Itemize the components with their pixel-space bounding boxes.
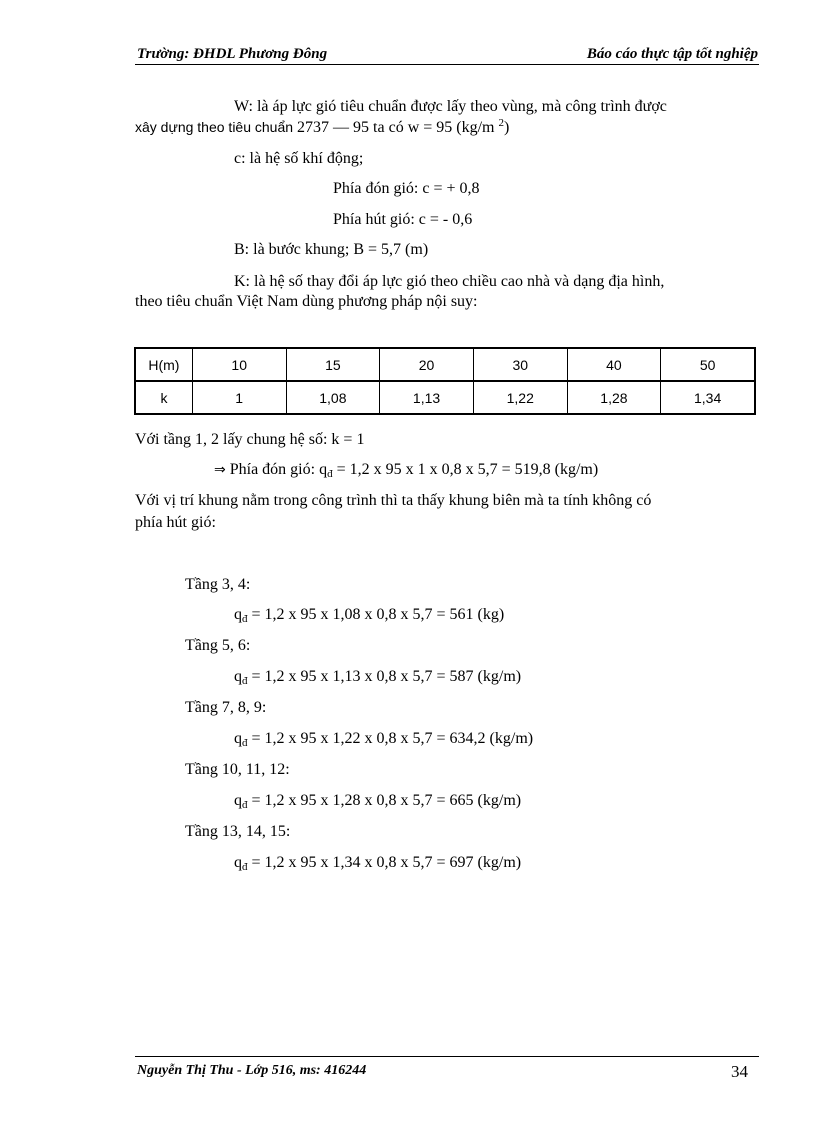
table-cell: H(m): [135, 348, 192, 381]
page-number: 34: [731, 1062, 748, 1081]
table-cell: 1,28: [567, 381, 661, 414]
q-subscript: đ: [242, 861, 248, 873]
floor-1-2-note: Với tầng 1, 2 lấy chung hệ số: k = 1: [135, 431, 365, 448]
w-definition-line1: W: là áp lực gió tiêu chuẩn được lấy theo vùng, mà công trình được: [234, 98, 667, 115]
b-definition: B: là bước khung; B = 5,7 (m): [234, 241, 429, 258]
header-school: Trường: ĐHDL Phương Đông: [137, 46, 328, 62]
table-row-k: [135, 381, 755, 414]
table-cell: 1,08: [286, 381, 380, 414]
table-cell: 1,22: [473, 381, 567, 414]
footer-divider: [135, 1056, 759, 1057]
table-cell: 50: [661, 348, 755, 381]
floor-load: [234, 854, 521, 872]
table-cell: k: [135, 381, 192, 414]
c-definition: c: là hệ số khí động;: [234, 150, 364, 167]
load-expression: = 1,2 x 95 x 1,13 x 0,8 x 5,7 = 587 (kg/m): [247, 668, 522, 685]
c-leeward: Phía hút gió: c = - 0,6: [333, 211, 473, 228]
arrow-icon: ⇒: [214, 461, 226, 477]
q-symbol: q: [234, 668, 242, 685]
frame-note-line2: phía hút gió:: [135, 514, 216, 531]
windward-expression: = 1,2 x 95 x 1 x 0,8 x 5,7 = 519,8 (kg/m): [332, 461, 599, 478]
q-subscript: đ: [327, 468, 333, 480]
q-subscript: đ: [242, 737, 248, 749]
table-cell: 1,34: [661, 381, 755, 414]
floor-load: [234, 606, 504, 624]
q-symbol: q: [234, 730, 242, 747]
k-coefficient-table: [134, 347, 756, 415]
load-expression: = 1,2 x 95 x 1,28 x 0,8 x 5,7 = 665 (kg/m): [247, 792, 522, 809]
floor-label: Tầng 3, 4:: [185, 576, 251, 593]
table-cell: 1: [192, 381, 286, 414]
k-definition-line2: theo tiêu chuẩn Việt Nam dùng phương pháp nội suy:: [135, 293, 478, 310]
table-cell: 40: [567, 348, 661, 381]
floor-label: Tầng 5, 6:: [185, 637, 251, 654]
w-definition-line2: [135, 119, 509, 137]
floor-load: [234, 730, 533, 748]
header-report-title: Báo cáo thực tập tốt nghiệp: [586, 46, 758, 62]
floor-load: [234, 668, 521, 686]
floor-label: Tầng 7, 8, 9:: [185, 699, 267, 716]
w-line2-close: ): [504, 119, 510, 136]
windward-load-floor-1-2: [214, 461, 598, 479]
windward-label: Phía đón gió: q: [229, 461, 328, 478]
q-symbol: q: [234, 606, 242, 623]
table-row-height: [135, 348, 755, 381]
frame-note-line1: Với vị trí khung nằm trong công trình thì ta thấy khung biên mà ta tính không có: [135, 492, 652, 509]
q-subscript: đ: [242, 799, 248, 811]
load-expression: = 1,2 x 95 x 1,08 x 0,8 x 5,7 = 561 (kg): [247, 606, 505, 623]
table-cell: 10: [192, 348, 286, 381]
c-windward: Phía đón gió: c = + 0,8: [333, 180, 480, 197]
table-cell: 20: [380, 348, 474, 381]
footer-author: Nguyễn Thị Thu - Lớp 516, ms: 416244: [137, 1063, 367, 1078]
w-line2-prefix: xây dựng theo tiêu chuẩn: [135, 119, 294, 135]
table-cell: 1,13: [380, 381, 474, 414]
floor-label: Tầng 13, 14, 15:: [185, 823, 291, 840]
table-cell: 30: [473, 348, 567, 381]
load-expression: = 1,2 x 95 x 1,34 x 0,8 x 5,7 = 697 (kg/m): [247, 854, 522, 871]
k-definition-line1: K: là hệ số thay đổi áp lực gió theo chiều cao nhà và dạng địa hình,: [234, 273, 665, 290]
header-divider: [135, 64, 759, 65]
table-cell: 15: [286, 348, 380, 381]
q-symbol: q: [234, 854, 242, 871]
q-subscript: đ: [242, 675, 248, 687]
q-symbol: q: [234, 792, 242, 809]
q-subscript: đ: [242, 613, 248, 625]
load-expression: = 1,2 x 95 x 1,22 x 0,8 x 5,7 = 634,2 (kg/m): [247, 730, 534, 747]
floor-load: [234, 792, 521, 810]
w-line2-standard: 2737 — 95 ta có w = 95 (kg/m: [297, 119, 495, 136]
w-line2-exponent: 2: [498, 117, 504, 129]
floor-label: Tầng 10, 11, 12:: [185, 761, 290, 778]
